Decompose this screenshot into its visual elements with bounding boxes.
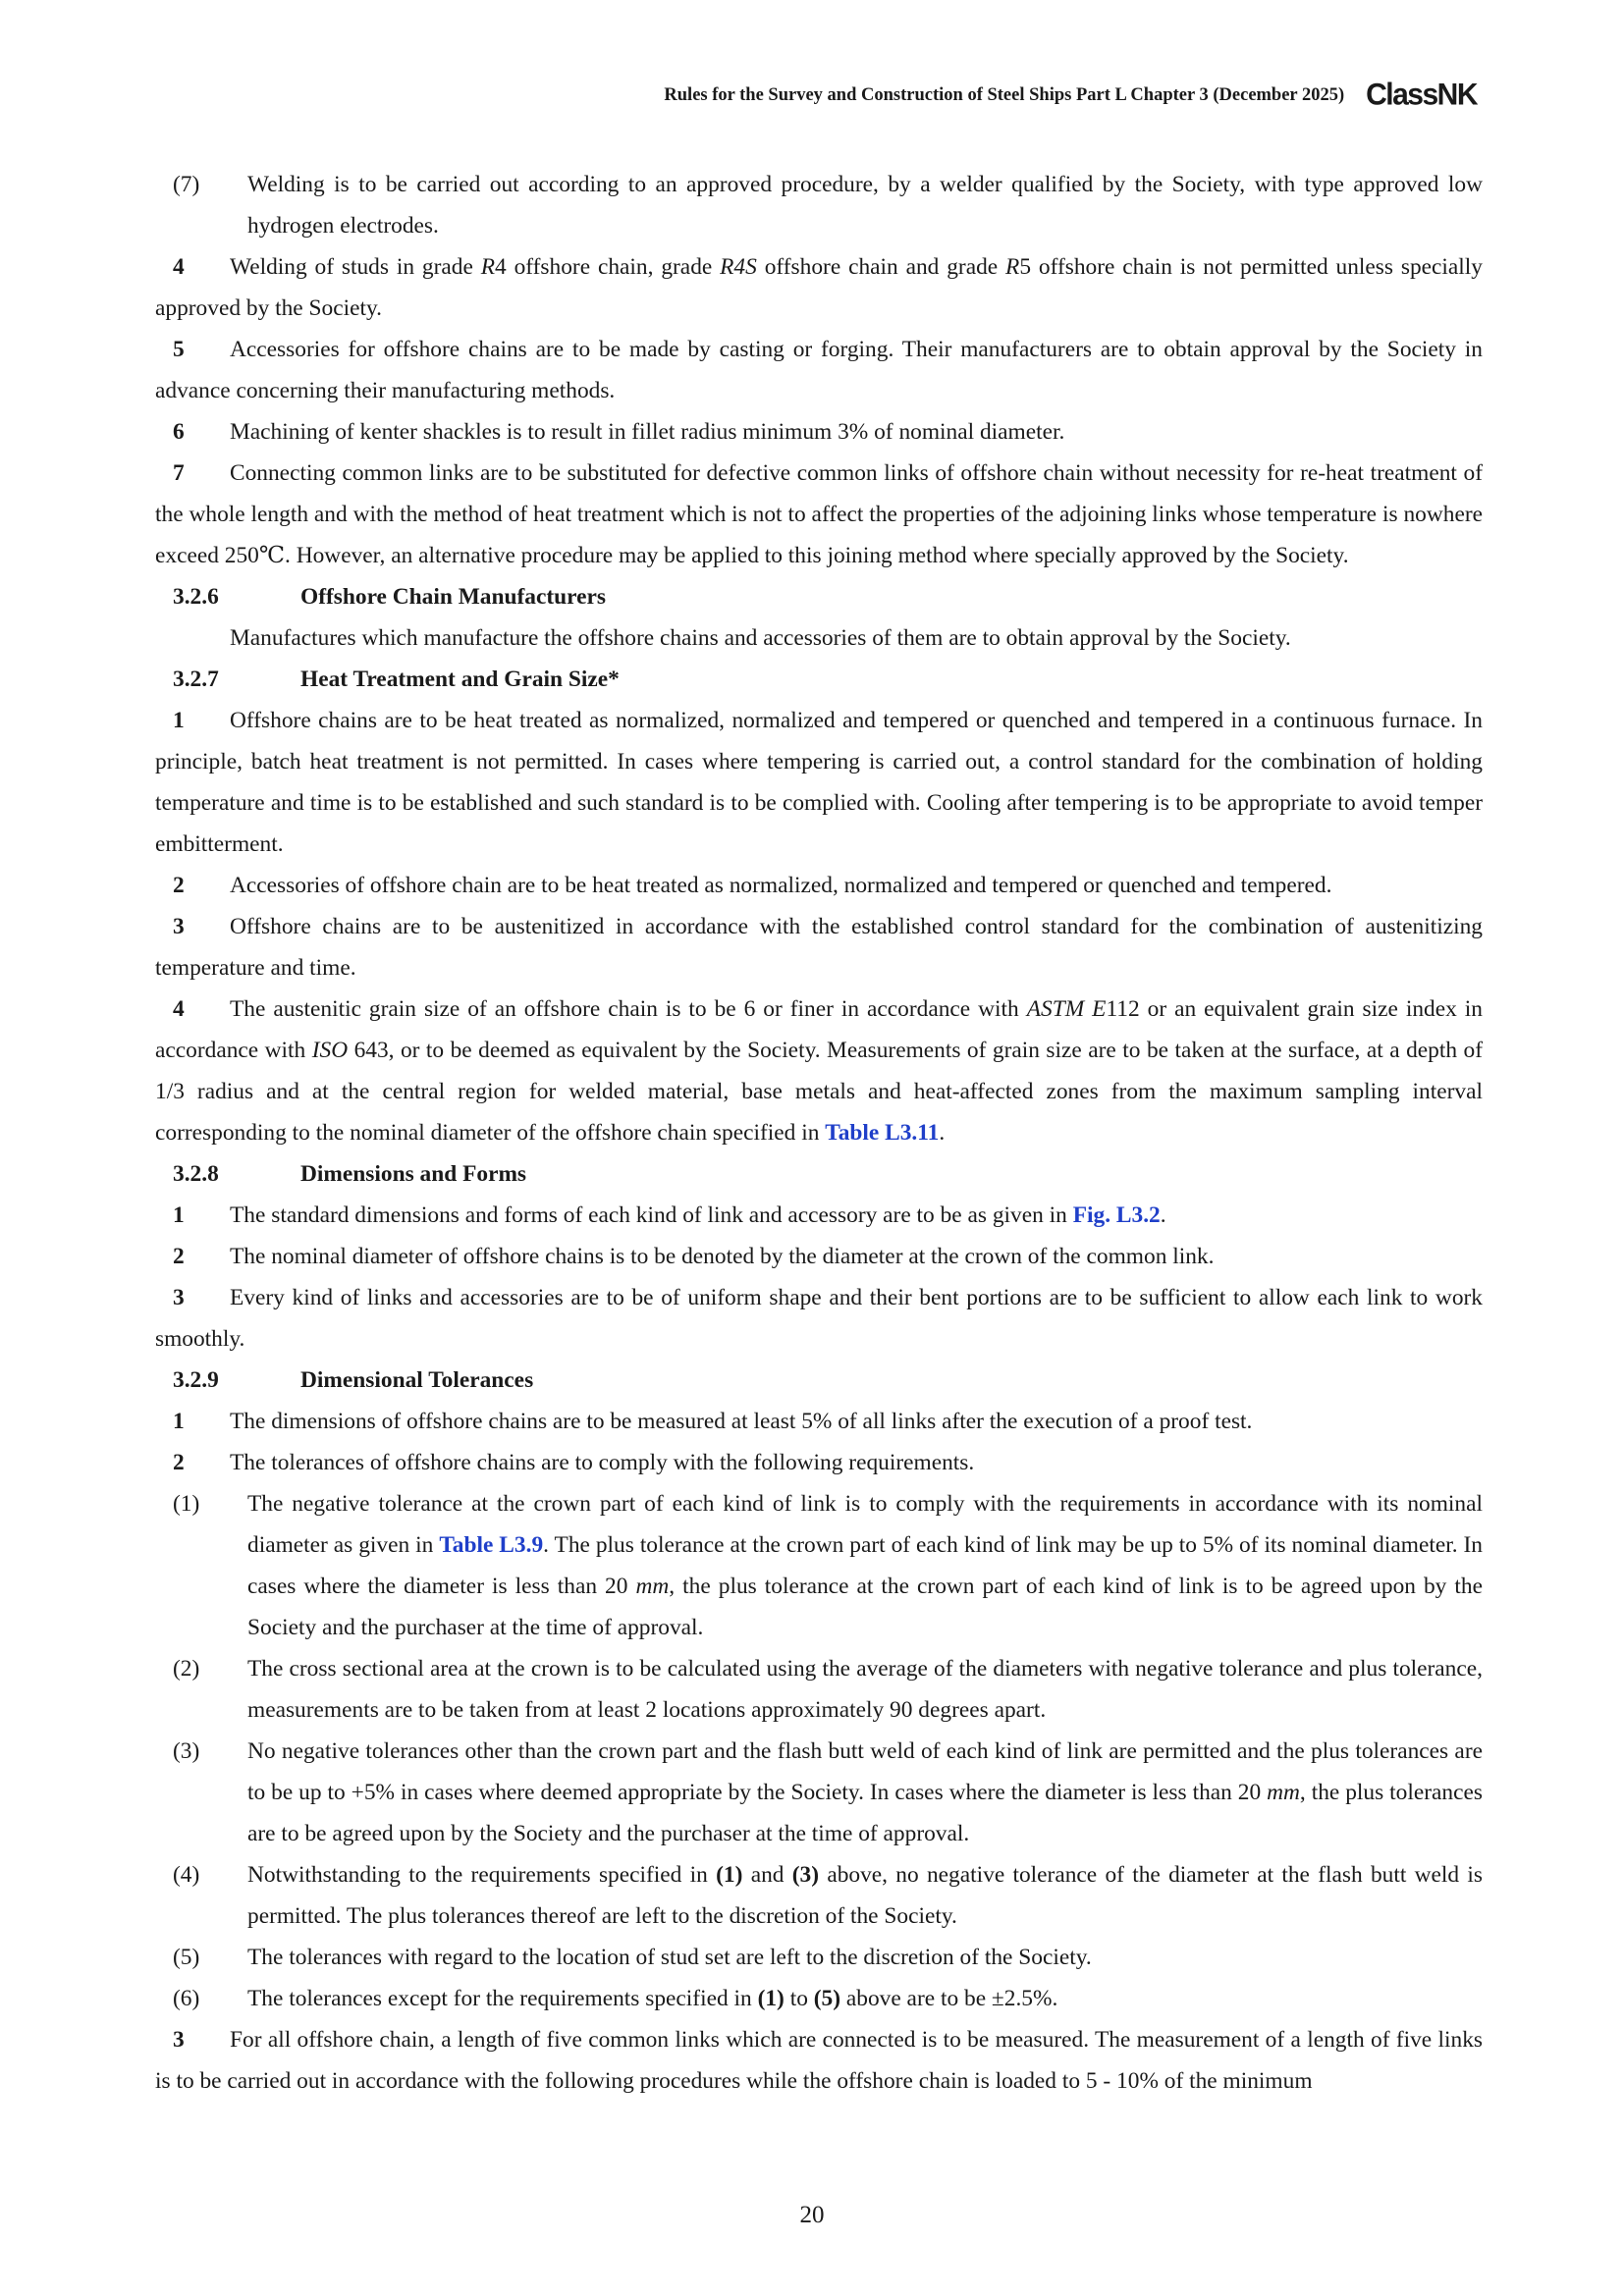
section-number: 3.2.9 bbox=[173, 1367, 219, 1393]
section-number: 3.2.6 bbox=[173, 584, 219, 610]
list-text: Welding is to be carried out according to an approved procedure, by a welder qualified by the Society, with type approved low hydrogen electrodes. bbox=[247, 172, 1483, 239]
list-item-1 bbox=[155, 1483, 1483, 1648]
table-l3-9-link[interactable]: Table L3.9 bbox=[439, 1532, 544, 1558]
section-heading-3-2-6 bbox=[155, 576, 1483, 617]
list-item-7 bbox=[155, 164, 1483, 246]
section-heading-3-2-7 bbox=[155, 659, 1483, 700]
paragraph-number: 5 bbox=[173, 337, 185, 362]
list-label: (4) bbox=[173, 1862, 200, 1888]
list-item-2 bbox=[155, 1648, 1483, 1731]
paragraph-number: 4 bbox=[173, 254, 185, 280]
paragraph-number: 3 bbox=[173, 914, 185, 939]
paragraph-heat-3: 3 Offshore chains are to be austenitized in accordance with the established control standard for the combination of austenitizing temperature and time. bbox=[155, 906, 1483, 988]
paragraph-number: 1 bbox=[173, 1202, 185, 1228]
paragraph-7: 7 Connecting common links are to be substituted for defective common links of offshore chain without necessity for re-heat treatment of the whole length and with the method of heat treatment which is not to affect the properties of the adjoining links whose temperature is nowhere exceed 250℃. However, an alternative procedure may be applied to this joining method where specially approved by the Society. bbox=[155, 453, 1483, 576]
paragraph-heat-2: 2 Accessories of offshore chain are to be heat treated as normalized, normalized and tempered or quenched and tempered. bbox=[155, 865, 1483, 906]
paragraph-6: 6 Machining of kenter shackles is to result in fillet radius minimum 3% of nominal diameter. bbox=[155, 411, 1483, 453]
paragraph-tol-2: 2 The tolerances of offshore chains are to comply with the following requirements. bbox=[155, 1442, 1483, 1483]
list-item-4 bbox=[155, 1854, 1483, 1937]
list-label: (3) bbox=[173, 1738, 200, 1764]
list-text: The tolerances with regard to the location of stud set are left to the discretion of the Society. bbox=[247, 1945, 1092, 1970]
section-title: Offshore Chain Manufacturers bbox=[300, 584, 606, 610]
section-title: Dimensional Tolerances bbox=[300, 1367, 534, 1393]
list-label: (7) bbox=[173, 172, 200, 197]
paragraph-tol-1: 1 The dimensions of offshore chains are to be measured at least 5% of all links after the execution of a proof test. bbox=[155, 1401, 1483, 1442]
paragraph-number: 4 bbox=[173, 996, 185, 1022]
paragraph-dim-3: 3 Every kind of links and accessories are to be of uniform shape and their bent portions are to be sufficient to allow each link to work smoothly. bbox=[155, 1277, 1483, 1360]
paragraph-dim-2: 2 The nominal diameter of offshore chains is to be denoted by the diameter at the crown of the common link. bbox=[155, 1236, 1483, 1277]
paragraph-number: 3 bbox=[173, 2027, 185, 2053]
running-title: Rules for the Survey and Construction of Steel Ships Part L Chapter 3 (December 2025) bbox=[664, 84, 1345, 105]
list-label: (5) bbox=[173, 1945, 200, 1970]
paragraph-number: 2 bbox=[173, 1244, 185, 1269]
paragraph-number: 3 bbox=[173, 1285, 185, 1310]
page-header bbox=[664, 79, 1477, 112]
list-item-3 bbox=[155, 1731, 1483, 1854]
paragraph-number: 2 bbox=[173, 873, 185, 898]
paragraph-heat-4: 4 The austenitic grain size of an offshore chain is to be 6 or finer in accordance with ASTM E112 or an equivalent grain size index in accordance with ISO 643, or to be deemed as equivalent by the Society. Measurements of grain size are to be taken at the surface, at a depth of 1/3 radius and at the central region for welded material, base metals and heat-affected zones from the maximum sampling interval corresponding to the nominal diameter of the offshore chain specified in Table L3.11. bbox=[155, 988, 1483, 1153]
section-number: 3.2.8 bbox=[173, 1161, 219, 1187]
paragraph-tol-3: 3 For all offshore chain, a length of five common links which are connected is to be measured. The measurement of a length of five links is to be carried out in accordance with the following procedures while the offshore chain is loaded to 5 - 10% of the minimum bbox=[155, 2019, 1483, 2102]
list-item-5 bbox=[155, 1937, 1483, 1978]
list-item-6 bbox=[155, 1978, 1483, 2019]
paragraph-heat-1: 1 Offshore chains are to be heat treated as normalized, normalized and tempered or quenched and tempered in a continuous furnace. In principle, batch heat treatment is not permitted. In cases where tempering is carried out, a control standard for the combination of holding temperature and time is to be established and such standard is to be complied with. Cooling after tempering is to be appropriate to avoid temper embitterment. bbox=[155, 700, 1483, 865]
list-label: (6) bbox=[173, 1986, 200, 2011]
section-text: Manufactures which manufacture the offshore chains and accessories of them are to obtain approval by the Society. bbox=[230, 625, 1291, 651]
list-text: The negative tolerance at the crown part of each kind of link is to comply with the requirements in accordance with its nominal diameter as given in Table L3.9. The plus tolerance at the crown part of each kind of link may be up to 5% of its nominal diameter. In cases where the diameter is less than 20 mm, the plus tolerance at the crown part of each kind of link is to be agreed upon by the Society and the purchaser at the time of approval. bbox=[247, 1491, 1484, 1640]
list-text: The cross sectional area at the crown is to be calculated using the average of the diameters with negative tolerance and plus tolerance, measurements are to be taken from at least 2 locations approximately 90 degrees apart. bbox=[247, 1656, 1483, 1723]
section-title: Heat Treatment and Grain Size* bbox=[300, 667, 620, 692]
list-label: (1) bbox=[173, 1491, 200, 1517]
paragraph-5: 5 Accessories for offshore chains are to be made by casting or forging. Their manufacturers are to obtain approval by the Society in advance concerning their manufacturing methods. bbox=[155, 329, 1483, 411]
list-text: The tolerances except for the requirements specified in (1) to (5) above are to be ±2.5%. bbox=[247, 1986, 1058, 2011]
classnk-logo: ClassNK bbox=[1366, 78, 1477, 112]
section-heading-3-2-9 bbox=[155, 1360, 1483, 1401]
paragraph-number: 2 bbox=[173, 1450, 185, 1475]
table-l3-11-link[interactable]: Table L3.11 bbox=[825, 1120, 940, 1146]
page-number: 20 bbox=[799, 2202, 825, 2228]
document-body bbox=[155, 164, 1483, 2102]
paragraph-4: 4 Welding of studs in grade R4 offshore chain, grade R4S offshore chain and grade R5 offshore chain is not permitted unless specially approved by the Society. bbox=[155, 246, 1483, 329]
list-text: Notwithstanding to the requirements specified in (1) and (3) above, no negative tolerance of the diameter at the flash butt weld is permitted. The plus tolerances thereof are left to the discretion of the Society. bbox=[247, 1862, 1483, 1929]
list-label: (2) bbox=[173, 1656, 200, 1682]
section-number: 3.2.7 bbox=[173, 667, 219, 692]
paragraph-dim-1: 1 The standard dimensions and forms of each kind of link and accessory are to be as given in Fig. L3.2. bbox=[155, 1195, 1483, 1236]
list-text: No negative tolerances other than the crown part and the flash butt weld of each kind of link are permitted and the plus tolerances are to be up to +5% in cases where deemed appropriate by the Society. In cases where the diameter is less than 20 mm, the plus tolerances are to be agreed upon by the Society and the purchaser at the time of approval. bbox=[247, 1738, 1483, 1846]
paragraph-number: 1 bbox=[173, 708, 185, 733]
section-heading-3-2-8 bbox=[155, 1153, 1483, 1195]
paragraph-number: 6 bbox=[173, 419, 185, 445]
fig-l3-2-link[interactable]: Fig. L3.2 bbox=[1072, 1202, 1161, 1228]
paragraph-number: 1 bbox=[173, 1409, 185, 1434]
paragraph-number: 7 bbox=[173, 460, 185, 486]
section-title: Dimensions and Forms bbox=[300, 1161, 527, 1187]
